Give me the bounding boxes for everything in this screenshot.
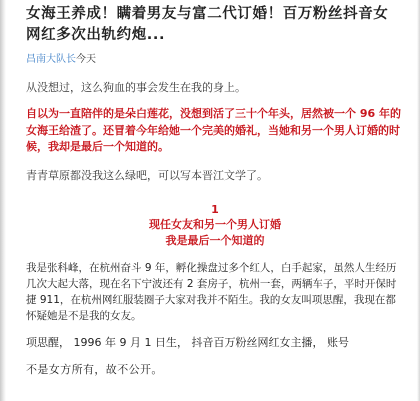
body-paragraph: 我是张科峰，在杭州奋斗 9 年，孵化操盘过多个红人，白手起家，虽然人生经历几次大起大落，现在名下宁波还有 2 套房子，杭州一套，两辆车子，平时开保时捷 911，在杭州网红服装圈子大家对我并不陌生。我的女友叫项思醒，我现在都怀疑她是不是我的女友。 bbox=[26, 262, 397, 322]
section-heading bbox=[26, 202, 404, 249]
author-link[interactable]: 昌南大队长 bbox=[26, 54, 76, 65]
body-line-2: 不是女方所有，故不公开。 bbox=[26, 362, 163, 376]
article-meta bbox=[26, 53, 404, 67]
article-container bbox=[26, 0, 404, 389]
section-number: 1 bbox=[211, 202, 219, 216]
publish-date: 今天 bbox=[76, 54, 96, 65]
remark-paragraph: 青青草原都没我这么绿吧，可以写本晋江文学了。 bbox=[26, 168, 268, 182]
section-title-line-2: 我是最后一个知道的 bbox=[165, 233, 265, 247]
article-title: 女海王养成！瞒着男友与富二代订婚！百万粉丝抖音女 网红多次出轨约炮... bbox=[26, 6, 389, 43]
body-line-1: 项思醒， 1996 年 9 月 1 日生， 抖音百万粉丝网红女主播， 账号 bbox=[26, 335, 349, 349]
highlight-paragraph: 自以为一直陪伴的是朵白莲花，没想到活了三十个年头，居然被一个 96 年的女海王给渣了。还冒着今年给她一个完美的婚礼，当她和另一个男人订婚的时候，我却是最后一个知道的。 bbox=[26, 107, 401, 153]
page-left-edge-shadow bbox=[0, 0, 6, 401]
section-title-line-1: 现任女友和另一个男人订婚 bbox=[149, 218, 281, 231]
intro-paragraph: 从没想过，这么狗血的事会发生在我的身上。 bbox=[26, 81, 246, 94]
